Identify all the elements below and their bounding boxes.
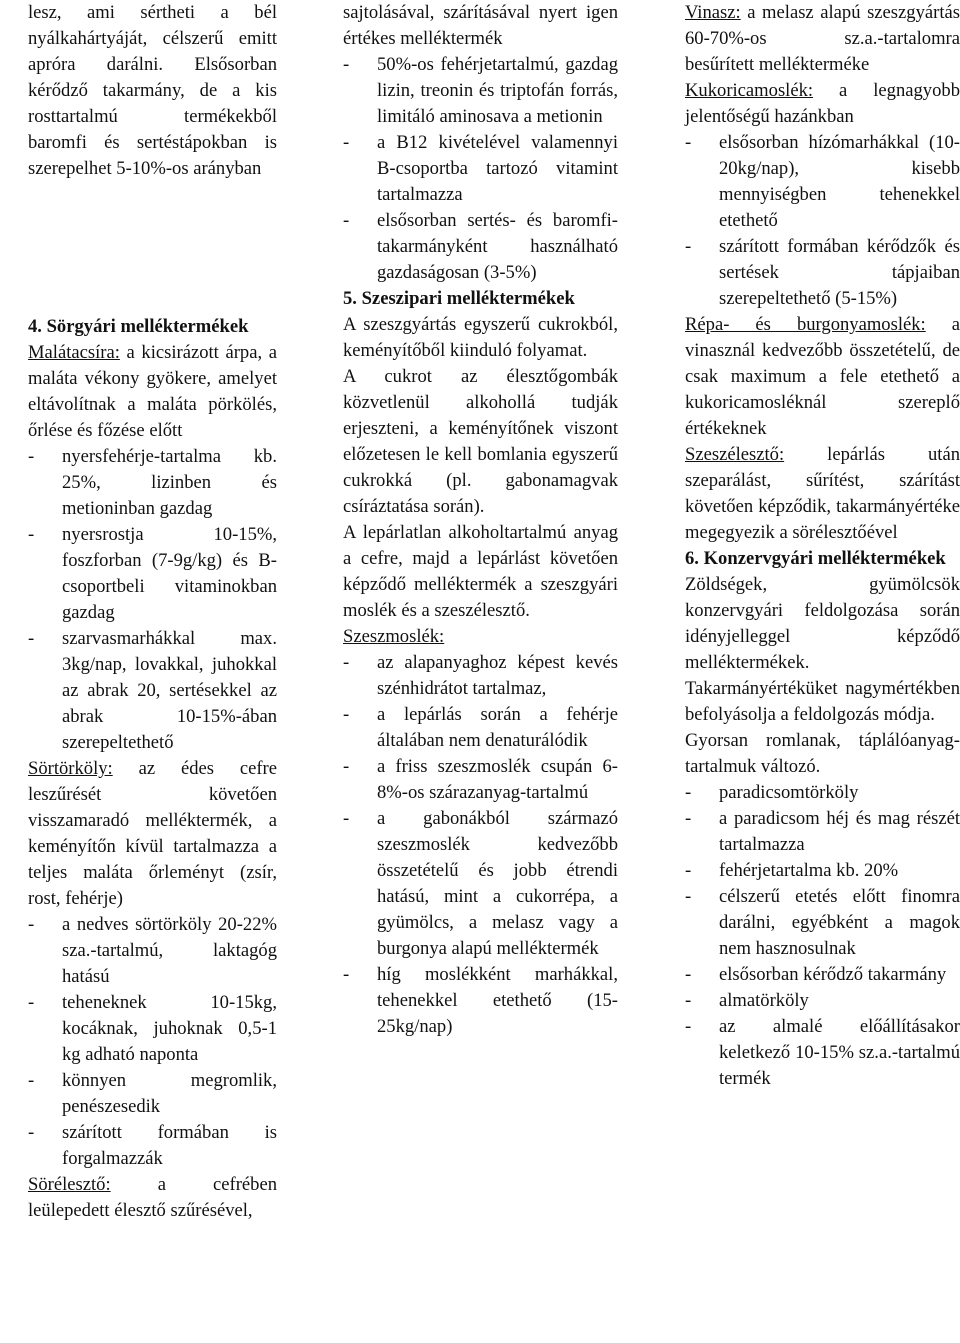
list-item: - a lepárlás során a fehérje általában nem denaturálódik xyxy=(343,704,618,751)
soreleszto-term: Sörélesztő: xyxy=(28,1174,111,1195)
section-6-heading: 6. Konzervgyári melléktermékek xyxy=(685,548,946,569)
list-item: - teheneknek 10-15kg, kocáknak, juhoknak 0,5-1 kg adható naponta xyxy=(28,992,277,1065)
list-item: - szárított formában kérődzők és sertések tápjaiban szerepeltethető (5-15%) xyxy=(685,236,960,309)
list-item: - elsősorban kérődző takarmány xyxy=(685,964,947,985)
column-1 xyxy=(28,0,277,1224)
soreleszto-paragraph xyxy=(28,1172,277,1224)
kukorica-text: a legnagyobb jelentőségű hazánkban xyxy=(685,80,960,127)
list-item: - könnyen megromlik, penészesedik xyxy=(28,1070,277,1117)
list-item: - nyersrostja 10-15%, foszforban (7-9g/kg) és B-csoportbeli vitaminokban gazdag xyxy=(28,524,277,623)
list-item: - a friss szeszmoslék csupán 6-8%-os szárazanyag-tartalmú xyxy=(343,756,618,803)
list-item: - elsősorban sertés- és baromfi-takarmányként használható gazdaságosan (3-5%) xyxy=(343,210,618,283)
col3-para3: Gyorsan romlanak, táplálóanyag-tartalmuk változó. xyxy=(685,730,960,777)
szeszmoslek-term: Szeszmoslék: xyxy=(343,626,445,647)
list-item: - elsősorban hízómarhákkal (10-20kg/nap), kisebb mennyiségben tehenekkel etethető xyxy=(685,132,960,231)
sortorkoly-term: Sörtörköly: xyxy=(28,758,113,779)
szeszeleszto-term: Szeszélesztő: xyxy=(685,444,785,465)
column-3 xyxy=(685,0,960,1092)
list-item: - szárított formában is forgalmazzák xyxy=(28,1122,277,1169)
column-2 xyxy=(343,0,618,1040)
sortorkoly-paragraph xyxy=(28,756,277,912)
soreleszto-text: a cefrében leülepedett élesztő szűrésével, xyxy=(28,1174,277,1221)
col2-para3: A lepárlatlan alkoholtartalmú anyag a cefre, majd a lepárlást követően képződő melléktermék a szeszgyári moslék és a szeszélesztő. xyxy=(343,522,618,621)
szeszeleszto-text: lepárlás után szeparálást, sűrítést, szárítást követően képződik, takarmányértéke megegyezik a sörélesztőével xyxy=(685,444,960,543)
col1-intro: lesz, ami sértheti a bél nyálkahártyáját, célszerű emitt apróra darálni. Elsősorban kérődző takarmány, de a kis rosttartalmú termékekből baromfi és sertéstápokban is szerepelhet 5-10%-os arányban xyxy=(28,2,277,179)
list-item: - a paradicsom héj és mag részét tartalmazza xyxy=(685,808,960,855)
list-item: - célszerű etetés előtt finomra darálni, egyébként a magok nem hasznosulnak xyxy=(685,886,960,959)
list-item: - az almalé előállításakor keletkező 10-15% sz.a.-tartalmú termék xyxy=(685,1016,960,1089)
list-item: - szarvasmarhákkal max. 3kg/nap, lovakkal, juhokkal az abrak 20, sertésekkel az abrak 10-15%-ában szerepeltethető xyxy=(28,628,277,753)
malatacsira-term: Malátacsíra: xyxy=(28,342,120,363)
col2-para1: A szeszgyártás egyszerű cukrokból, keményítőből kiinduló folyamat. xyxy=(343,314,618,361)
kukorica-term: Kukoricamoslék: xyxy=(685,80,814,101)
sortorkoly-text: az édes cefre leszűrését követően visszamaradó melléktermék, a keményítőn kívül tartalmazza a teljes maláta őrleményt (zsír, rost, fehérje) xyxy=(28,758,277,909)
vinasz-text: a melasz alapú szeszgyártás 60-70%-os sz.a.-tartalomra besűrített mellékterméke xyxy=(685,2,960,75)
list-item: - almatörköly xyxy=(685,990,809,1011)
list-item: - paradicsomtörköly xyxy=(685,782,859,803)
spacer xyxy=(28,182,277,314)
col2-para2: A cukrot az élesztőgombák közvetlenül alkohollá tudják erjeszteni, a keményítőnek viszont előzetesen le kell bomlania egyszerű cukrokká (pl. gabonamagvak csíráztatása során). xyxy=(343,366,618,517)
col3-para2: Takarmányértéküket nagymértékben befolyásolja a feldolgozás módja. xyxy=(685,678,960,725)
szeszmoslek-paragraph xyxy=(343,624,618,650)
col2-intro: sajtolásával, szárításával nyert igen értékes melléktermék xyxy=(343,2,618,49)
list-item: - a gabonákból származó szeszmoslék kedvezőbb összetételű és jobb étrendi hatású, mint a cukorrépa, a gyümölcs, a melasz vagy a burgonya alapú melléktermék xyxy=(343,808,618,959)
col3-para1: Zöldségek, gyümölcsök konzervgyári feldolgozása során idényjelleggel képződő melléktermékek. xyxy=(685,574,960,673)
repa-term: Répa- és burgonyamoslék: xyxy=(685,314,926,335)
list-item: - híg moslékként marhákkal, tehenekkel etethető (15-25kg/nap) xyxy=(343,964,618,1037)
repa-text: a vinasznál kedvezőbb összetételű, de csak maximum a fele etethető a kukoricamosléknál szereplő értékeknek xyxy=(685,314,960,439)
kukorica-paragraph xyxy=(685,78,960,130)
malatacsira-paragraph xyxy=(28,340,277,444)
section-4-heading: 4. Sörgyári melléktermékek xyxy=(28,316,249,337)
list-item: - az alapanyaghoz képest kevés szénhidrátot tartalmaz, xyxy=(343,652,618,699)
szeszeleszto-paragraph xyxy=(685,442,960,546)
list-item: - 50%-os fehérjetartalmú, gazdag lizin, treonin és triptofán forrás, limitáló aminosava a metionin xyxy=(343,54,618,127)
list-item: - fehérjetartalma kb. 20% xyxy=(685,860,899,881)
vinasz-paragraph xyxy=(685,0,960,78)
list-item: - a nedves sörtörköly 20-22% sza.-tartalmú, laktagóg hatású xyxy=(28,914,277,987)
section-5-heading: 5. Szeszipari melléktermékek xyxy=(343,288,575,309)
malatacsira-text: a kicsirázott árpa, a maláta vékony gyökere, amelyet eltávolítnak a maláta pörkölés, őrlése és főzése előtt xyxy=(28,342,277,441)
repa-paragraph xyxy=(685,312,960,442)
list-item: - nyersfehérje-tartalma kb. 25%, lizinben és metioninban gazdag xyxy=(28,446,277,519)
vinasz-term: Vinasz: xyxy=(685,2,741,23)
list-item: - a B12 kivételével valamennyi B-csoportba tartozó vitamint tartalmazza xyxy=(343,132,618,205)
